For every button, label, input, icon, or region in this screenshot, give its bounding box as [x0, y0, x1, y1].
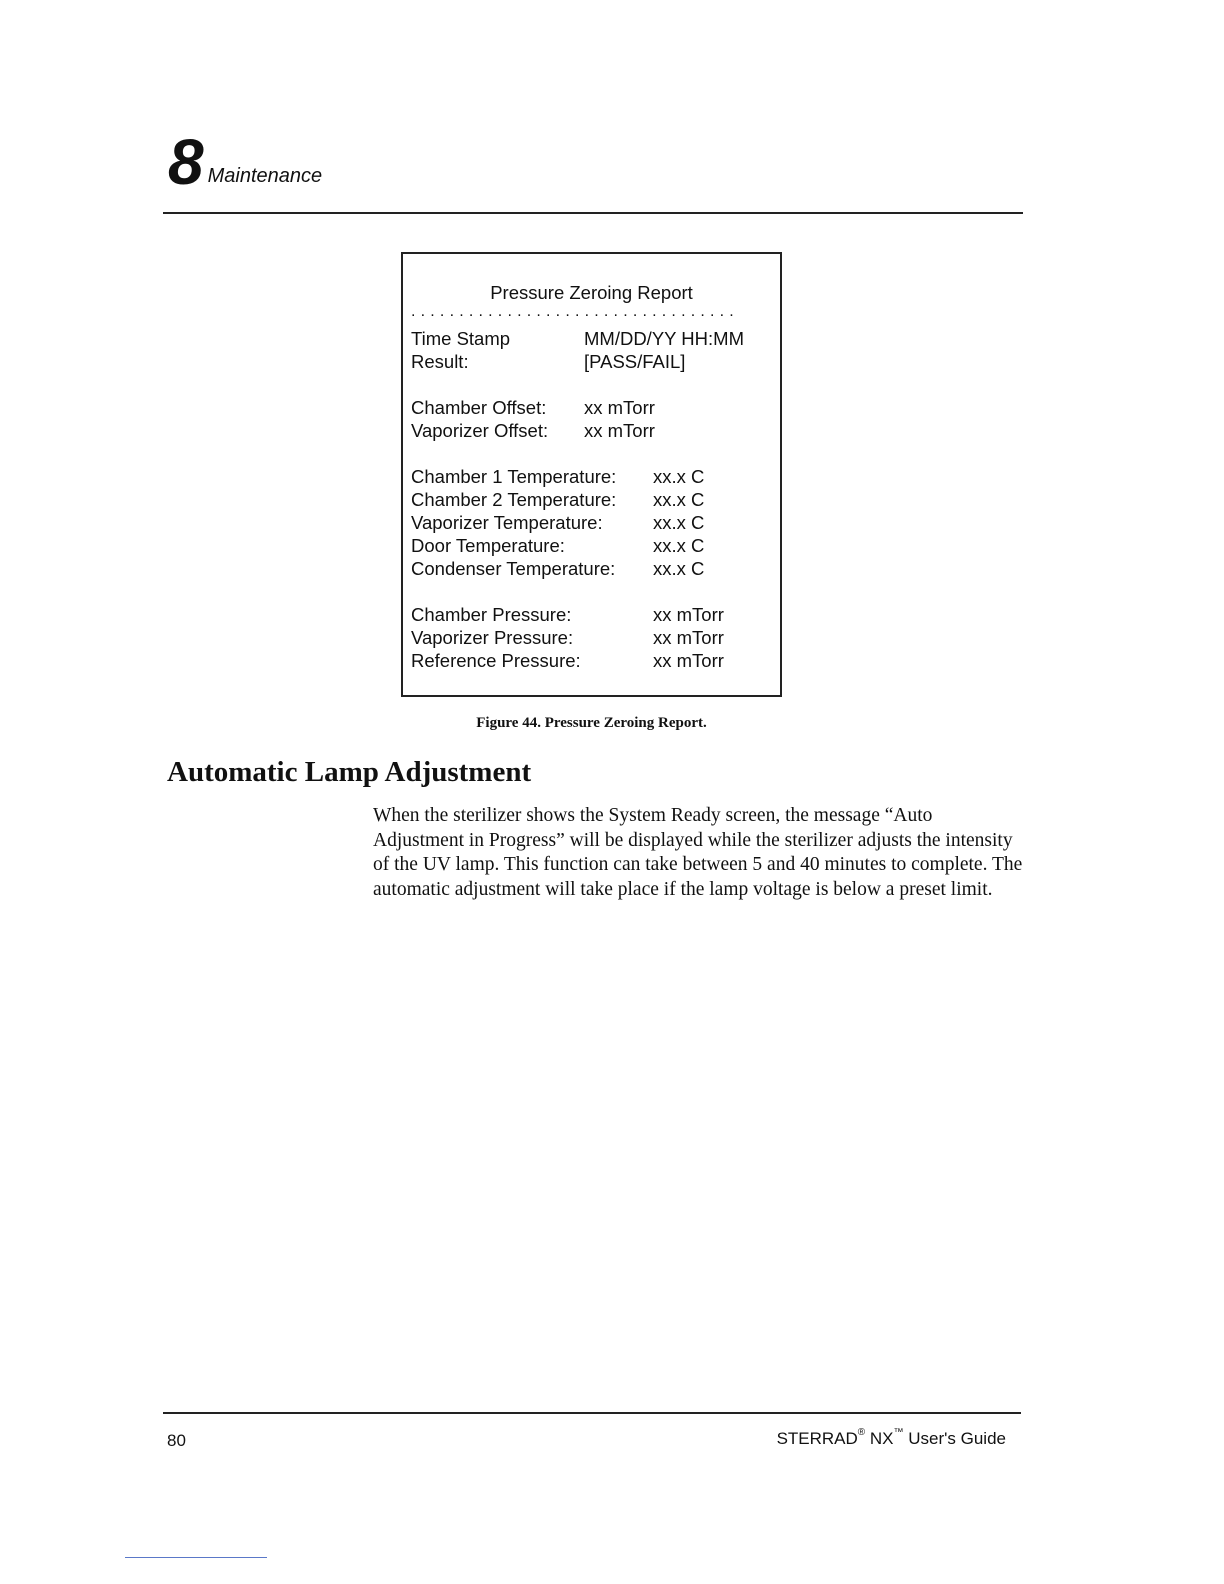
report-row-vaporizer-offset: Vaporizer Offset: xx mTorr [411, 420, 655, 441]
page-number: 80 [167, 1431, 186, 1450]
guide-title: STERRAD® NX™ User's Guide [776, 1427, 1006, 1448]
footer-rule [163, 1412, 1021, 1414]
report-row-chamber-pressure: Chamber Pressure: xx mTorr [411, 604, 724, 625]
report-row-condenser-temp: Condenser Temperature: xx.x C [411, 558, 705, 579]
report-row-chamber2-temp: Chamber 2 Temperature: xx.x C [411, 489, 705, 510]
report-row-vaporizer-temp: Vaporizer Temperature: xx.x C [411, 512, 705, 533]
section-heading: Automatic Lamp Adjustment [167, 756, 532, 788]
report-row-chamber1-temp: Chamber 1 Temperature: xx.x C [411, 466, 705, 487]
report-separator: .................................. [411, 303, 739, 320]
report-row-vaporizer-pressure: Vaporizer Pressure: xx mTorr [411, 627, 724, 648]
report-title: Pressure Zeroing Report [490, 282, 693, 303]
chapter-title: Maintenance [207, 165, 323, 187]
pressure-zeroing-report [401, 252, 782, 697]
report-row-reference-pressure: Reference Pressure: xx mTorr [411, 650, 724, 671]
report-row-chamber-offset: Chamber Offset: xx mTorr [411, 397, 655, 418]
report-row-time-stamp: Time Stamp MM/DD/YY HH:MM [411, 328, 744, 349]
chapter-number: 8 [168, 126, 202, 198]
report-row-door-temp: Door Temperature: xx.x C [411, 535, 705, 556]
section-body: When the sterilizer shows the System Ready screen, the message “Auto Adjustment in Progress” will be displayed while the sterilizer adjusts the intensity of the UV lamp. This function can take between 5 and 40 minutes to complete. The automatic adjustment will take place if the lamp voltage is below a preset limit. [373, 805, 1023, 900]
report-row-result: Result: [PASS/FAIL] [411, 351, 686, 372]
header-rule [163, 212, 1023, 214]
chapter-header [168, 126, 323, 198]
link-underline [125, 1557, 267, 1558]
figure-caption: Figure 44. Pressure Zeroing Report. [476, 715, 707, 731]
report-rows [411, 327, 771, 672]
